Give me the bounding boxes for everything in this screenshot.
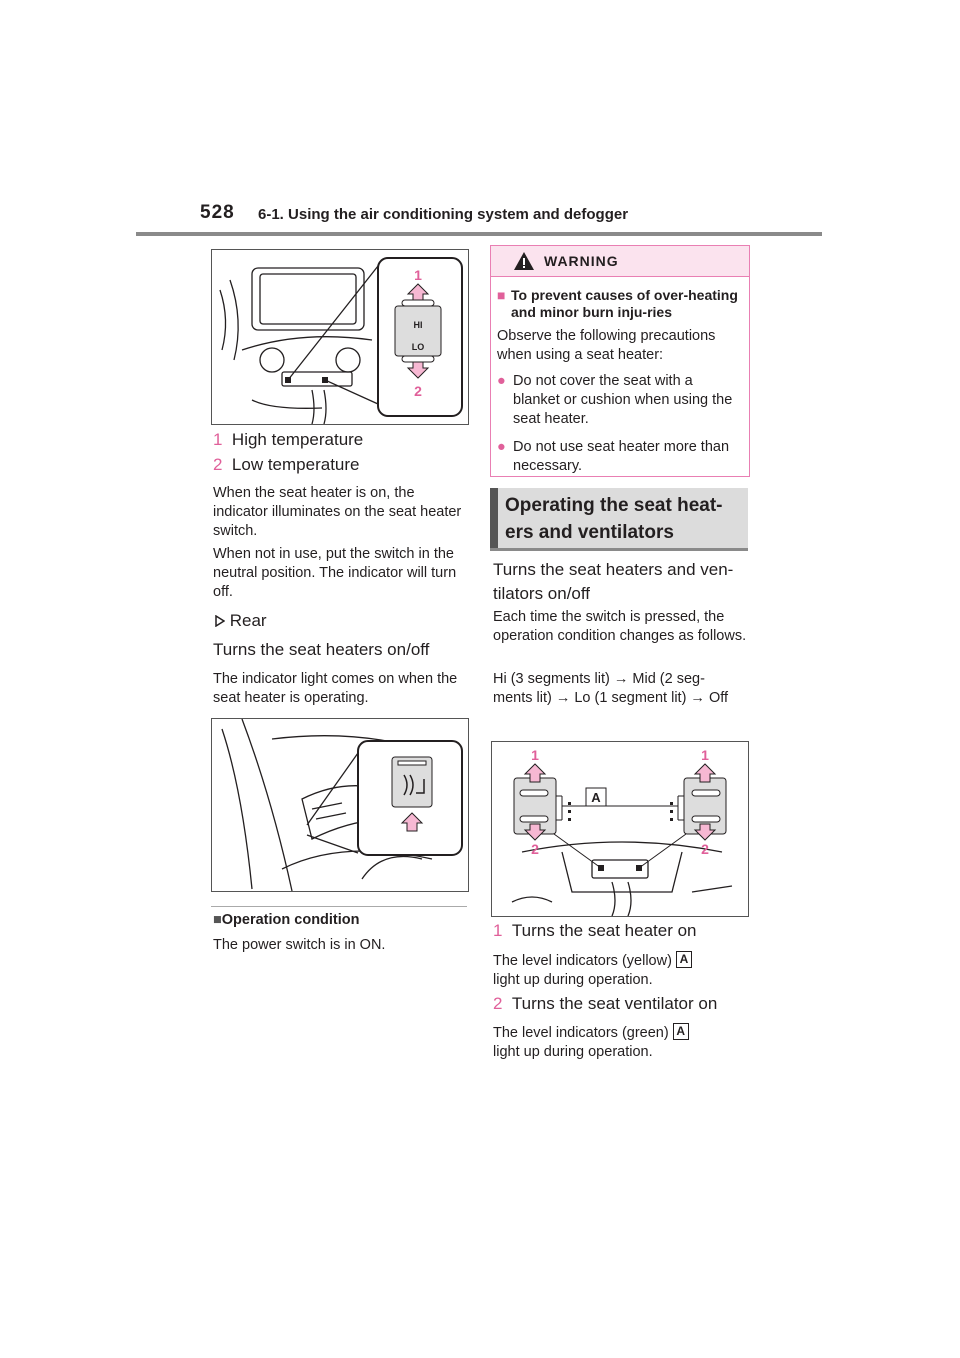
- paragraph-indicator-on: When the seat heater is on, the indicator illuminates on the seat heater switch.: [213, 485, 462, 539]
- warning-bullet: [497, 372, 743, 429]
- switch-hi-label: HI: [413, 320, 423, 330]
- ref-label-a: A: [676, 951, 692, 968]
- item-number: 2: [493, 994, 503, 1013]
- callout-2-right: 2: [701, 841, 709, 857]
- section-bar: [490, 488, 498, 548]
- heater-ventilator-figure: [491, 741, 749, 917]
- paragraph-text: The level indicators (green): [493, 1025, 669, 1041]
- callout-2: 2: [414, 383, 422, 399]
- square-marker: ■: [497, 287, 506, 303]
- heater-ventilator-illustration: [492, 742, 748, 916]
- triangle-arrow-icon: [215, 615, 225, 627]
- rear-heading: Turns the seat heaters on/off: [213, 640, 430, 659]
- section-heading: [490, 488, 748, 551]
- warning-intro: Observe the following precautions when using a seat heater:: [497, 328, 716, 363]
- warning-header: [491, 246, 749, 277]
- item-label: Turns the seat heater on: [511, 921, 697, 940]
- item-label: High temperature: [231, 430, 364, 449]
- warning-heading-text: To prevent causes of over-heating and minor burn inju-ries: [511, 287, 738, 320]
- item-low-temperature: [213, 455, 360, 475]
- callout-2-left: 2: [531, 841, 539, 857]
- section-title: Operating the seat heat-ers and ventilators: [505, 495, 723, 543]
- paragraph-rear-indicator: The indicator light comes on when the seat heater is operating.: [213, 671, 458, 706]
- callout-1-right: 1: [701, 747, 709, 763]
- paragraph-yellow-indicators: [493, 951, 755, 990]
- paragraph-text: light up during operation.: [493, 972, 653, 988]
- label-a: A: [591, 790, 601, 805]
- switch-lo-label: LO: [411, 342, 425, 352]
- callout-1-left: 1: [531, 747, 539, 763]
- bullet-marker: ●: [497, 439, 506, 455]
- warning-heading: [497, 287, 743, 321]
- right-heading: Turns the seat heaters and ven-tilators on/off: [493, 560, 734, 603]
- ref-label-a: A: [673, 1023, 689, 1040]
- item-label: Low temperature: [231, 455, 360, 474]
- chapter-title: 6-1. Using the air conditioning system and defogger: [258, 206, 629, 223]
- sequence-text: Hi (3 segments lit) → Mid (2 seg-ments lit) → Lo (1 segment lit) → Off: [493, 671, 729, 706]
- item-seat-heater-on: [493, 921, 697, 941]
- front-switch-illustration: [212, 250, 468, 424]
- warning-bullet: [497, 438, 743, 476]
- operation-condition-title: Operation condition: [221, 912, 360, 928]
- item-number: 2: [213, 455, 223, 474]
- paragraph-neutral-position: When not in use, put the switch in the neutral position. The indicator will turn off.: [213, 546, 457, 600]
- operation-condition-text: The power switch is in ON.: [213, 937, 386, 953]
- warning-box: [490, 245, 750, 477]
- front-switch-figure: [211, 249, 469, 425]
- warning-bullet-text: Do not use seat heater more than necessary.: [513, 439, 730, 474]
- item-number: 1: [213, 430, 223, 449]
- warning-title: WARNING: [544, 253, 619, 269]
- rear-label: Rear: [229, 611, 267, 630]
- rear-subheading: [215, 611, 267, 631]
- warning-bullet-text: Do not cover the seat with a blanket or cushion when using the seat heater.: [513, 373, 733, 427]
- paragraph-green-indicators: [493, 1023, 755, 1062]
- warning-triangle-icon: [513, 251, 535, 271]
- operation-condition-heading: [213, 912, 360, 928]
- page-number: 528: [200, 202, 235, 223]
- callout-1: 1: [414, 267, 422, 283]
- item-high-temperature: [213, 430, 363, 450]
- item-number: 1: [493, 921, 503, 940]
- divider: [211, 906, 467, 907]
- paragraph-switch-pressed: Each time the switch is pressed, the operation condition changes as follows.: [493, 609, 747, 644]
- bullet-marker: ●: [497, 373, 506, 389]
- rear-switch-figure: [211, 718, 469, 892]
- paragraph-text: light up during operation.: [493, 1044, 653, 1060]
- header-rule: [136, 232, 822, 236]
- paragraph-text: The level indicators (yellow): [493, 953, 672, 969]
- item-seat-ventilator-on: [493, 994, 717, 1014]
- square-marker: ■: [213, 912, 222, 928]
- rear-switch-illustration: [212, 719, 468, 891]
- item-label: Turns the seat ventilator on: [511, 994, 718, 1013]
